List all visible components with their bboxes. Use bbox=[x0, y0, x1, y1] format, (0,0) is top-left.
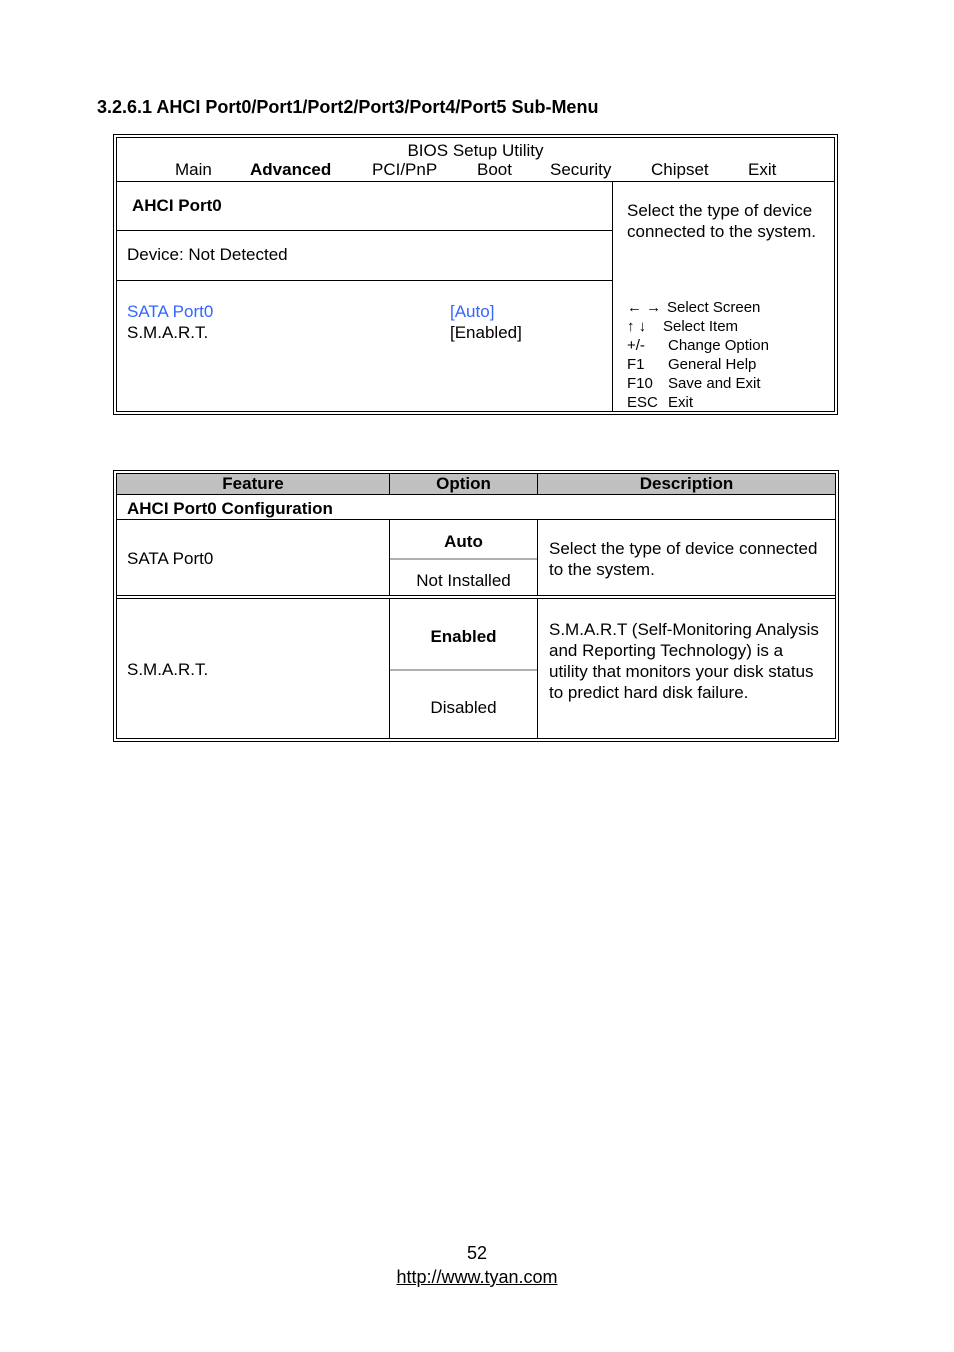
item-smart-value[interactable]: [Enabled] bbox=[450, 323, 522, 342]
key-row bbox=[627, 374, 769, 393]
key-legend bbox=[627, 298, 769, 412]
option-enabled: Enabled bbox=[430, 627, 497, 646]
menu-chipset[interactable]: Chipset bbox=[651, 160, 709, 179]
arrow-left-right-icon: ← → bbox=[627, 299, 662, 316]
group-divider bbox=[117, 519, 835, 520]
device-status: Device: Not Detected bbox=[127, 245, 288, 264]
description-smart: S.M.A.R.T (Self-Monitoring Analysis and Reporting Technology) is a utility that monitors your disk status to predict hard disk failure. bbox=[549, 620, 819, 702]
header-divider bbox=[117, 494, 835, 495]
key-row bbox=[627, 298, 769, 317]
menu-security[interactable]: Security bbox=[550, 160, 612, 179]
row-divider bbox=[117, 598, 835, 599]
description-sata-port0: Select the type of device connected to the system. bbox=[549, 539, 818, 579]
key-row bbox=[627, 336, 769, 355]
key-action: Select Screen bbox=[667, 299, 761, 316]
feature-smart: S.M.A.R.T. bbox=[127, 660, 209, 679]
bios-screen bbox=[113, 134, 838, 415]
table-frame bbox=[116, 473, 836, 739]
panel-title: AHCI Port0 bbox=[132, 196, 222, 215]
key-label: +/- bbox=[627, 337, 645, 354]
col-divider bbox=[537, 519, 538, 596]
option-divider bbox=[390, 558, 537, 560]
header-feature: Feature bbox=[117, 474, 389, 494]
col-divider bbox=[389, 474, 390, 494]
arrow-up-down-icon: ↑ ↓ bbox=[627, 318, 647, 335]
menu-pcipnp[interactable]: PCI/PnP bbox=[372, 160, 438, 179]
key-action: Select Item bbox=[663, 318, 739, 335]
key-action: Exit bbox=[668, 394, 694, 411]
panel-divider bbox=[612, 181, 613, 411]
option-auto: Auto bbox=[444, 532, 483, 551]
menu-divider bbox=[117, 181, 834, 182]
feature-sata-port0: SATA Port0 bbox=[127, 549, 214, 568]
bios-title: BIOS Setup Utility bbox=[407, 141, 544, 160]
menu-boot[interactable]: Boot bbox=[477, 160, 512, 179]
footer-url-link[interactable]: http://www.tyan.com bbox=[396, 1267, 558, 1287]
option-disabled: Disabled bbox=[430, 698, 497, 717]
key-action: Save and Exit bbox=[668, 375, 761, 392]
key-label: F10 bbox=[627, 375, 653, 392]
key-label: ESC bbox=[627, 394, 658, 411]
menu-main[interactable]: Main bbox=[175, 160, 212, 179]
help-text: Select the type of device connected to the system. bbox=[627, 201, 816, 241]
key-row bbox=[627, 317, 769, 336]
col-divider bbox=[537, 474, 538, 494]
title-divider bbox=[117, 230, 612, 231]
key-action: Change Option bbox=[668, 337, 769, 354]
page-number: 52 bbox=[466, 1243, 488, 1263]
col-divider bbox=[537, 598, 538, 738]
section-heading: 3.2.6.1 AHCI Port0/Port1/Port2/Port3/Port4/Port5 Sub-Menu bbox=[97, 97, 599, 117]
key-row bbox=[627, 355, 769, 374]
item-sata-port0-value[interactable]: [Auto] bbox=[450, 302, 495, 321]
item-sata-port0-label[interactable]: SATA Port0 bbox=[127, 302, 214, 321]
row-divider bbox=[117, 595, 835, 596]
menu-exit[interactable]: Exit bbox=[748, 160, 777, 179]
key-label: F1 bbox=[627, 356, 645, 373]
header-option: Option bbox=[390, 474, 537, 494]
feature-table bbox=[113, 470, 839, 742]
menu-advanced[interactable]: Advanced bbox=[250, 160, 332, 179]
option-not-installed: Not Installed bbox=[416, 571, 511, 590]
option-divider bbox=[390, 669, 537, 671]
key-action: General Help bbox=[668, 356, 757, 373]
group-title: AHCI Port0 Configuration bbox=[127, 499, 333, 518]
bios-frame bbox=[116, 137, 835, 412]
header-description: Description bbox=[538, 474, 835, 494]
device-divider bbox=[117, 280, 612, 281]
item-smart-label[interactable]: S.M.A.R.T. bbox=[127, 323, 209, 342]
key-row bbox=[627, 393, 769, 412]
